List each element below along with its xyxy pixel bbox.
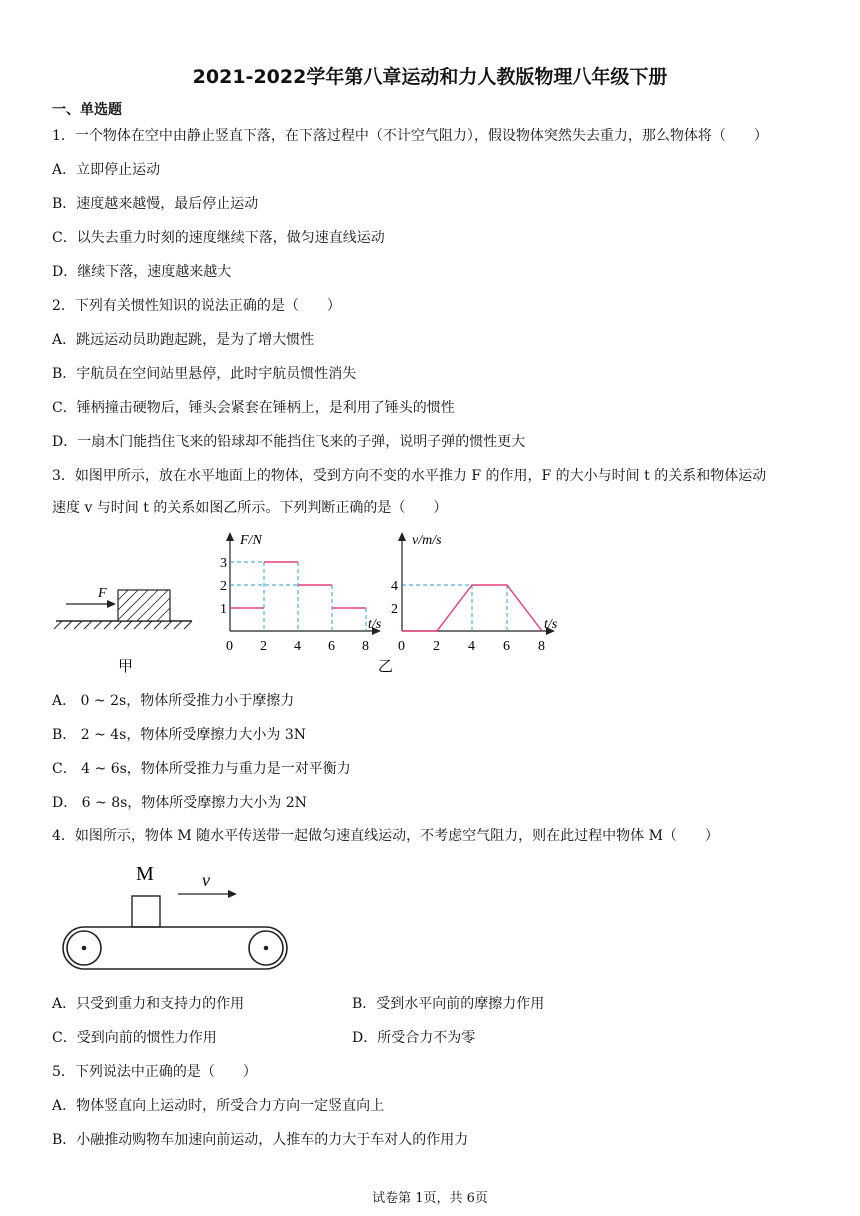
block-diagram	[54, 586, 192, 675]
f-xtick-6: 6	[328, 639, 335, 654]
q2-option-b: B．宇航员在空间站里悬停，此时宇航员惯性消失	[52, 366, 357, 382]
f-ytick-2: 2	[220, 579, 227, 594]
q3-stem-line1: 3．如图甲所示，放在水平地面上的物体，受到方向不变的水平推力 F 的作用，F 的大小与时间 t 的关系和物体运动	[52, 468, 767, 484]
q3-option-d: D． 6 ~ 8s，物体所受摩擦力大小为 2N	[52, 795, 307, 811]
hatched-block	[118, 590, 170, 621]
q4-option-b: B．受到水平向前的摩擦力作用	[352, 996, 545, 1012]
v-ytick-2: 2	[391, 602, 398, 617]
object-m	[132, 896, 160, 927]
q1-option-b: B．速度越来越慢，最后停止运动	[52, 196, 259, 212]
q4-stem: 4．如图所示，物体 M 随水平传送带一起做匀速直线运动，不考虑空气阻力，则在此过程中物体 M（ ）	[52, 828, 719, 844]
velocity-time-graph	[391, 532, 558, 654]
conveyor-figure	[56, 858, 296, 980]
f-xtick-2: 2	[260, 639, 267, 654]
f-ytick-1: 1	[220, 602, 227, 617]
q1-option-c: C．以失去重力时刻的速度继续下落，做匀速直线运动	[52, 230, 385, 246]
v-xtick-0: 0	[398, 639, 405, 654]
f-axis-xlabel: t/s	[368, 617, 382, 632]
q2-stem: 2．下列有关惯性知识的说法正确的是（ ）	[52, 298, 341, 314]
v-axis-ylabel: v/m/s	[412, 533, 442, 548]
q1-option-a: A．立即停止运动	[52, 162, 161, 178]
page-title: 2021-2022学年第八章运动和力人教版物理八年级下册	[192, 66, 668, 88]
q5-stem: 5．下列说法中正确的是（ ）	[52, 1064, 257, 1080]
conveyor-belt	[63, 927, 287, 969]
q1-option-d: D．继续下落，速度越来越大	[52, 264, 232, 280]
figure-jia-label: 甲	[118, 659, 134, 675]
label-m: M	[136, 863, 154, 885]
label-v: v	[202, 870, 210, 890]
q1-stem: 1．一个物体在空中由静止竖直下落，在下落过程中（不计空气阻力），假设物体突然失去重力，那么物体将（ ）	[52, 128, 768, 144]
f-axis-ylabel: F/N	[240, 533, 262, 548]
f-ytick-3: 3	[220, 556, 227, 571]
q4-option-c: C．受到向前的惯性力作用	[52, 1030, 217, 1046]
q4-option-d: D．所受合力不为零	[352, 1030, 476, 1046]
q2-option-d: D．一扇木门能挡住飞来的铅球却不能挡住飞来的子弹，说明子弹的惯性更大	[52, 434, 526, 450]
v-ytick-4: 4	[391, 579, 398, 594]
q5-option-a: A．物体竖直向上运动时，所受合力方向一定竖直向上	[52, 1098, 385, 1114]
section-heading: 一、单选题	[52, 102, 122, 118]
q2-option-a: A．跳远运动员助跑起跳，是为了增大惯性	[52, 332, 315, 348]
q2-option-c: C．锤柄撞击硬物后，锤头会紧套在锤柄上，是利用了锤头的惯性	[52, 400, 455, 416]
page-footer: 试卷第 1页，共 6页	[372, 1191, 488, 1206]
q3-option-b: B． 2 ~ 4s，物体所受摩擦力大小为 3N	[52, 727, 306, 743]
f-xtick-4: 4	[294, 639, 301, 654]
figure-yi-label: 乙	[378, 659, 394, 675]
v-xtick-8: 8	[538, 639, 545, 654]
f-xtick-0: 0	[226, 639, 233, 654]
v-axis-xlabel: t/s	[544, 617, 558, 632]
q3-stem-line2: 速度 v 与时间 t 的关系如图乙所示。下列判断正确的是（ ）	[52, 500, 448, 516]
q5-option-b: B．小融推动购物车加速向前运动，人推车的力大于车对人的作用力	[52, 1132, 469, 1148]
q4-option-a: A．只受到重力和支持力的作用	[52, 996, 245, 1012]
force-time-graph	[220, 532, 382, 654]
q3-option-c: C． 4 ~ 6s，物体所受推力与重力是一对平衡力	[52, 761, 351, 777]
v-xtick-2: 2	[433, 639, 440, 654]
q3-figure	[50, 528, 590, 680]
q3-option-a: A． 0 ~ 2s，物体所受推力小于摩擦力	[52, 693, 295, 709]
force-label: F	[98, 586, 107, 601]
v-xtick-6: 6	[503, 639, 510, 654]
f-xtick-8: 8	[362, 639, 369, 654]
v-xtick-4: 4	[468, 639, 475, 654]
